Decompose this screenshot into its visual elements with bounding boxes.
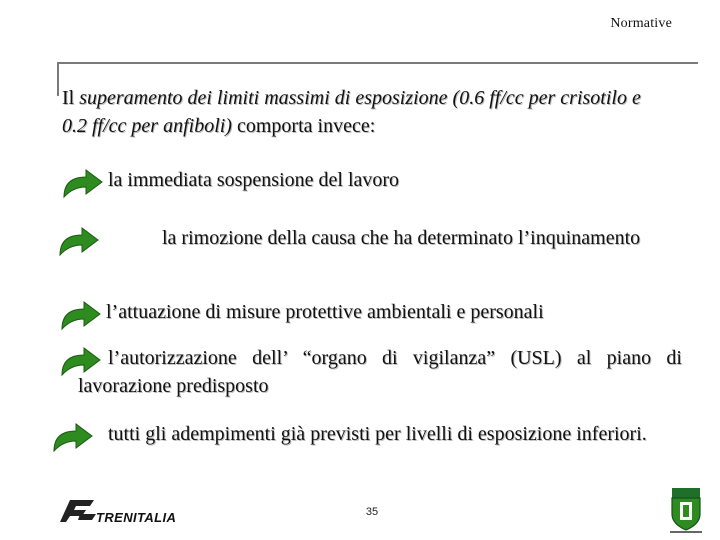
list-item bbox=[78, 344, 682, 400]
list-item bbox=[72, 420, 676, 448]
intro-lead: Il bbox=[62, 87, 80, 109]
list-item-text: la immediata sospensione del lavoro bbox=[108, 169, 400, 191]
list-item bbox=[108, 166, 668, 194]
header-rule-vertical bbox=[57, 62, 59, 96]
slide-header: Normative bbox=[610, 16, 672, 31]
list-item-text: l’autorizzazione dell’ “organo di vigilanza” (USL) al piano di lavorazione predisposto bbox=[78, 347, 682, 397]
curved-arrow-icon bbox=[58, 300, 102, 332]
list-item-text: tutti gli adempimenti già previsti per livelli di esposizione inferiori. bbox=[108, 423, 647, 445]
trenitalia-wordmark: TRENITALIA bbox=[96, 510, 177, 525]
list-item-text: l’attuazione di misure protettive ambientali e personali bbox=[106, 301, 544, 323]
list-item bbox=[106, 298, 686, 326]
list-item bbox=[76, 224, 652, 252]
intro-paragraph bbox=[62, 84, 662, 140]
intro-tail: comporta invece: bbox=[231, 115, 376, 137]
page-number: 35 bbox=[365, 506, 379, 518]
list-item-text: la rimozione della causa che ha determinato l’inquinamento bbox=[162, 227, 641, 249]
header-rule-horizontal bbox=[58, 62, 698, 64]
curved-arrow-icon bbox=[60, 168, 104, 200]
coat-of-arms-logo bbox=[666, 486, 706, 534]
intro-italic: superamento dei limiti massimi di esposizione (0.6 ff/cc per crisotilo e 0.2 ff/cc per anfiboli) bbox=[62, 87, 641, 137]
